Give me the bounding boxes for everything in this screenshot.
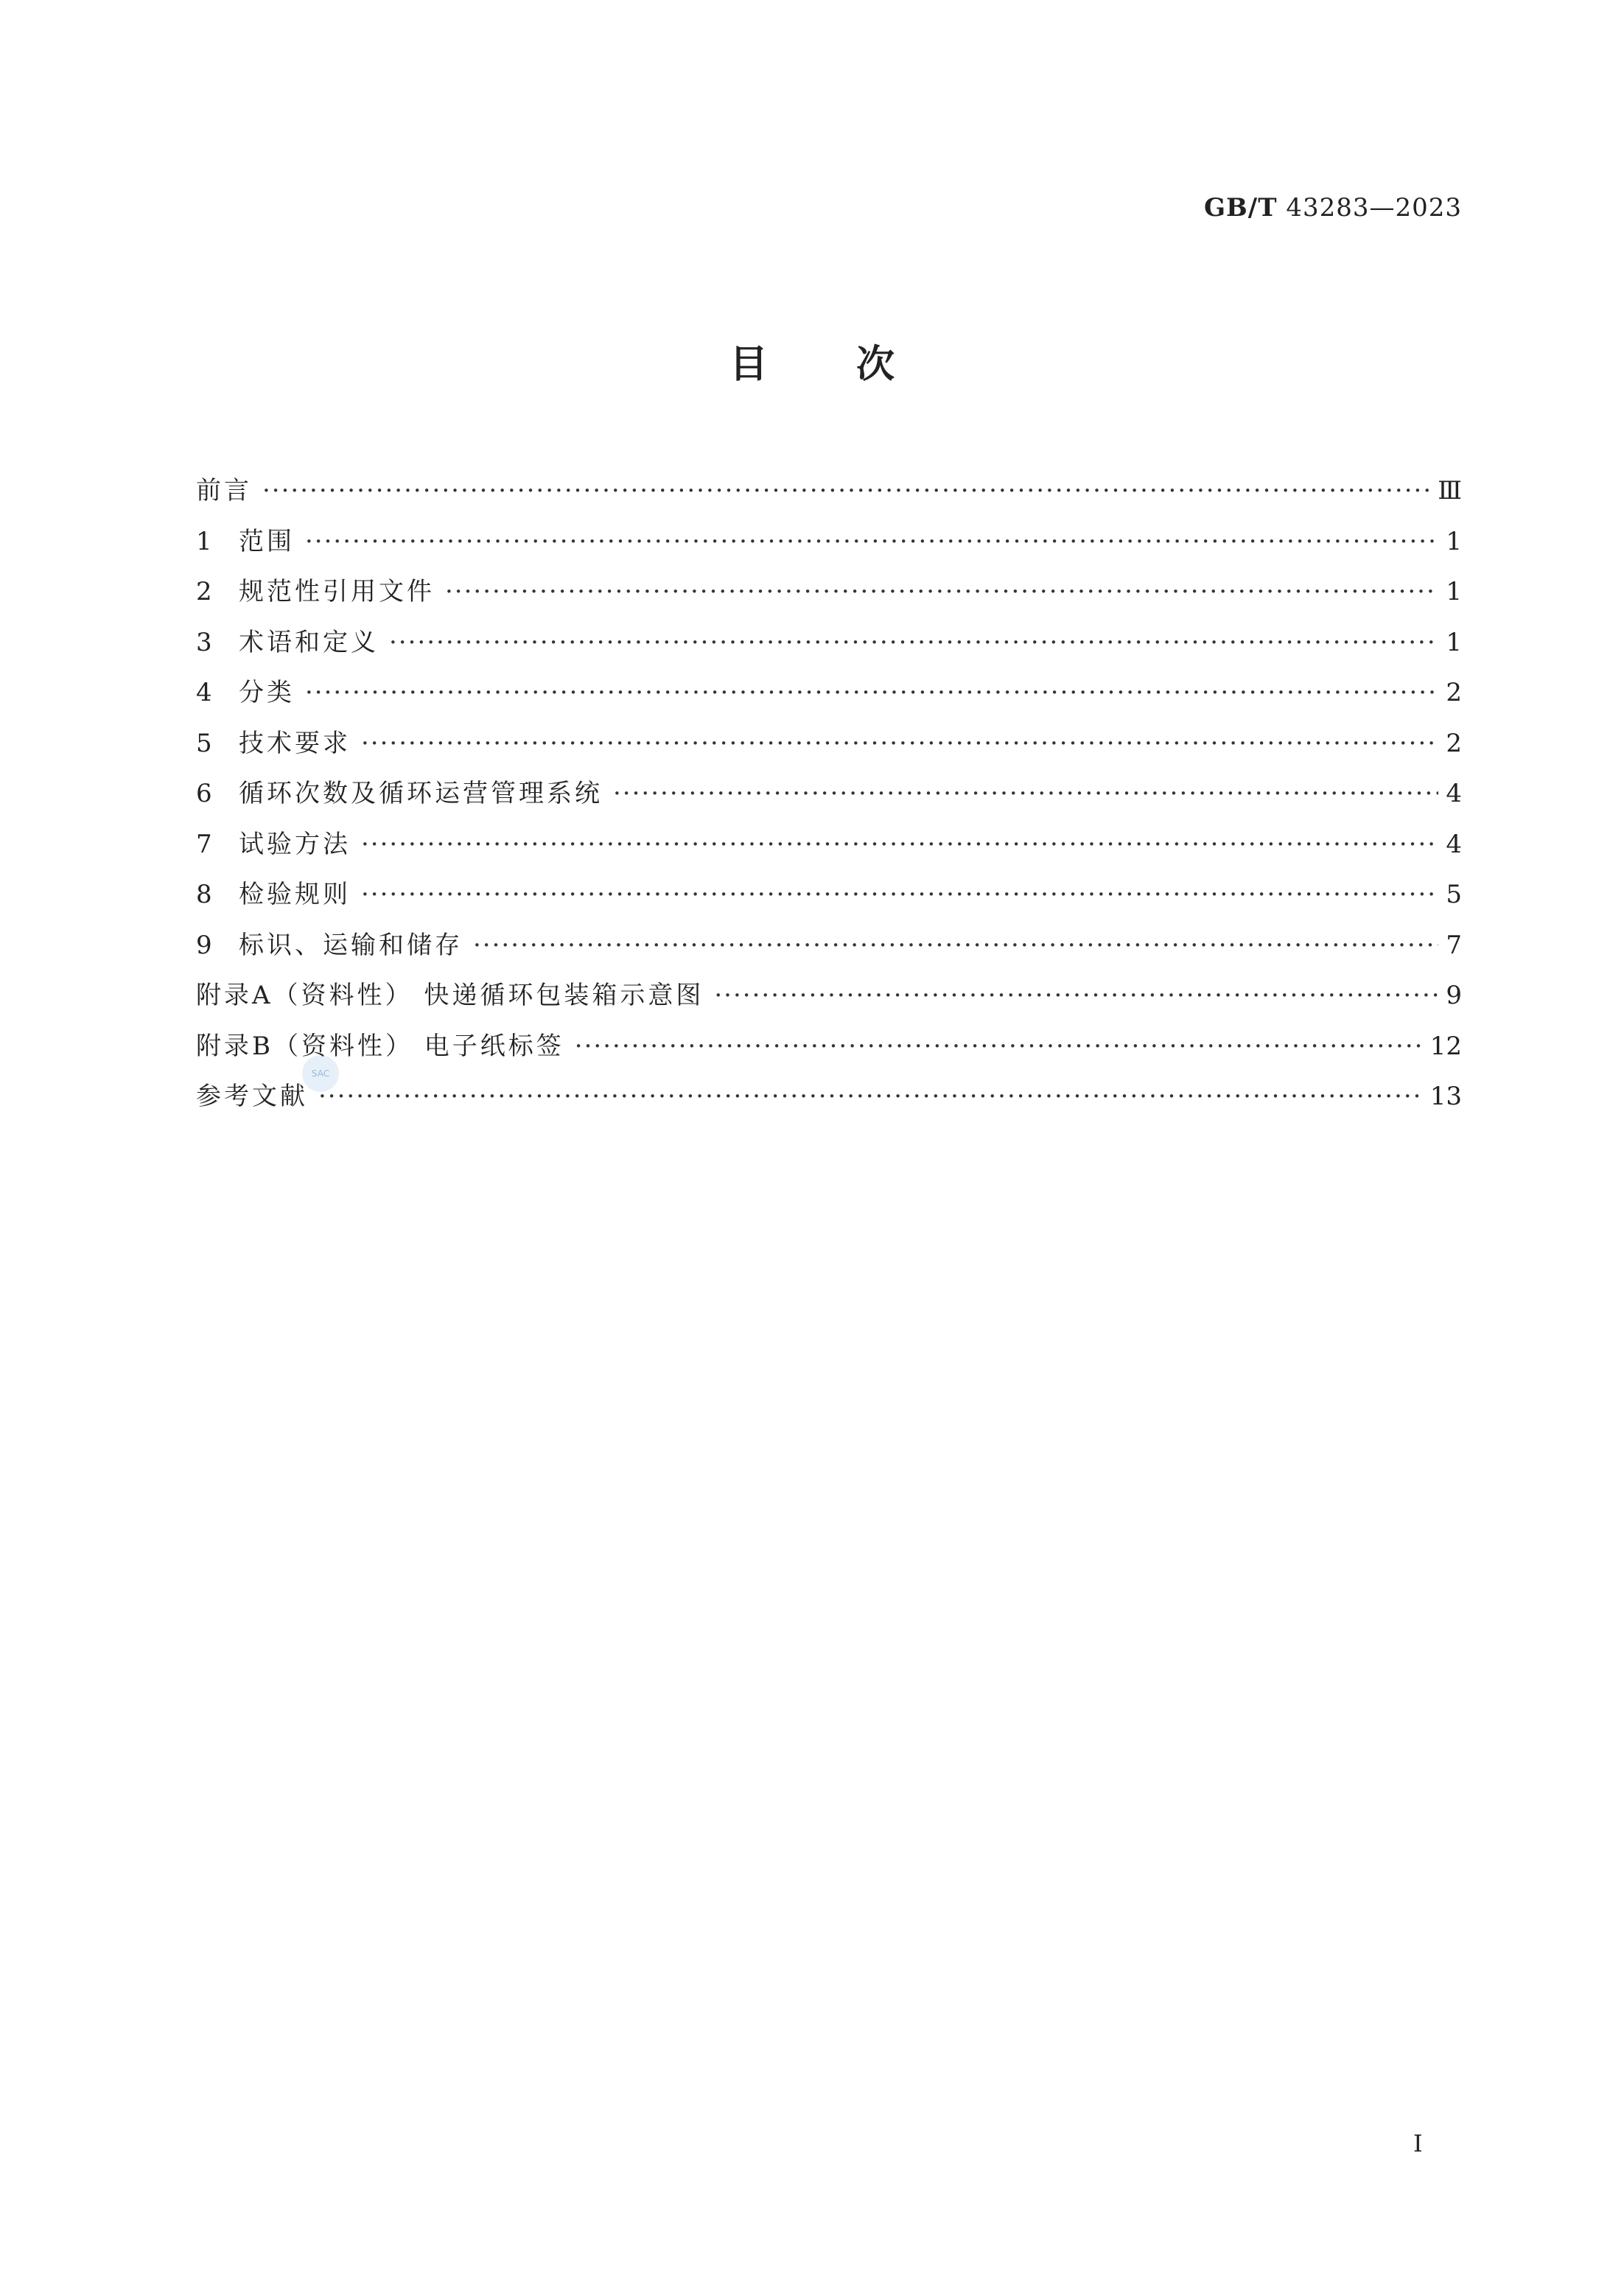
toc-entry[interactable] <box>196 1021 1462 1072</box>
toc-entry-title: 范围 <box>239 526 295 556</box>
toc-entry-number: 3 <box>196 627 212 657</box>
toc-entry-title: 前言 <box>196 476 252 505</box>
document-number <box>1204 193 1462 223</box>
footer-page-number: I <box>1413 2129 1423 2157</box>
toc-entry[interactable] <box>196 769 1462 819</box>
toc-entry[interactable] <box>196 668 1462 718</box>
toc-dot-leader <box>305 517 1438 567</box>
toc-entry[interactable] <box>196 819 1462 870</box>
toc-dot-leader <box>714 970 1438 1021</box>
toc-entry[interactable] <box>196 567 1462 617</box>
toc-entry-title: 规范性引用文件 <box>239 577 435 606</box>
toc-entry-title: 附录B（资料性） 电子纸标签 <box>196 1031 564 1061</box>
table-of-contents <box>196 466 1462 1122</box>
toc-entry[interactable] <box>196 970 1462 1021</box>
toc-dot-leader <box>473 920 1438 970</box>
toc-dot-leader <box>262 466 1430 516</box>
toc-dot-leader <box>318 1071 1423 1121</box>
toc-entry-number: 7 <box>196 829 212 859</box>
toc-entry[interactable] <box>196 869 1462 920</box>
toc-dot-leader <box>361 718 1438 769</box>
toc-entry-number: 2 <box>196 577 212 606</box>
toc-entry-page: 4 <box>1446 779 1462 808</box>
toc-entry-title: 循环次数及循环运营管理系统 <box>239 779 603 808</box>
toc-entry-number: 5 <box>196 728 212 758</box>
watermark-logo <box>302 1055 339 1092</box>
toc-entry-number: 1 <box>196 526 212 556</box>
toc-entry-title: 参考文献 <box>196 1082 308 1111</box>
toc-entry-page: 2 <box>1446 728 1462 758</box>
toc-entry[interactable] <box>196 517 1462 567</box>
standard-number: 43283—2023 <box>1286 193 1462 223</box>
toc-entry[interactable] <box>196 1071 1462 1122</box>
toc-entry-title: 标识、运输和储存 <box>239 930 463 960</box>
toc-entry[interactable] <box>196 466 1462 517</box>
toc-dot-leader <box>445 567 1438 617</box>
watermark-text: SAC <box>311 1068 330 1079</box>
toc-entry-page: 1 <box>1446 627 1462 657</box>
toc-dot-leader <box>613 769 1438 819</box>
toc-entry-page: 2 <box>1446 678 1462 707</box>
toc-entry-title: 检验规则 <box>239 880 351 909</box>
toc-entry-number: 8 <box>196 880 212 909</box>
toc-dot-leader <box>575 1021 1423 1071</box>
toc-entry-page: 9 <box>1446 981 1462 1010</box>
toc-entry-number: 6 <box>196 779 212 808</box>
toc-dot-leader <box>389 617 1438 668</box>
toc-entry-title: 分类 <box>239 678 295 707</box>
toc-entry-page: 1 <box>1446 526 1462 556</box>
toc-dot-leader <box>305 668 1438 718</box>
toc-entry-number: 4 <box>196 678 212 707</box>
page-title: 目次 <box>729 343 983 387</box>
toc-entry-page: 1 <box>1446 577 1462 606</box>
toc-entry-page: Ⅲ <box>1438 476 1462 505</box>
toc-dot-leader <box>361 869 1438 920</box>
toc-entry-title: 附录A（资料性） 快递循环包装箱示意图 <box>196 981 704 1010</box>
toc-dot-leader <box>361 819 1438 869</box>
toc-entry-title: 试验方法 <box>239 829 351 859</box>
toc-entry-page: 12 <box>1429 1031 1462 1061</box>
toc-entry-page: 5 <box>1446 880 1462 909</box>
toc-entry-page: 7 <box>1446 930 1462 960</box>
standard-prefix: GB/T <box>1204 193 1278 223</box>
toc-entry-number: 9 <box>196 930 212 960</box>
toc-entry-title: 术语和定义 <box>239 627 379 657</box>
toc-entry-title: 技术要求 <box>239 728 351 758</box>
toc-entry-page: 4 <box>1446 829 1462 859</box>
toc-entry[interactable] <box>196 617 1462 668</box>
toc-entry-page: 13 <box>1429 1082 1462 1111</box>
toc-entry[interactable] <box>196 920 1462 971</box>
toc-entry[interactable] <box>196 718 1462 769</box>
